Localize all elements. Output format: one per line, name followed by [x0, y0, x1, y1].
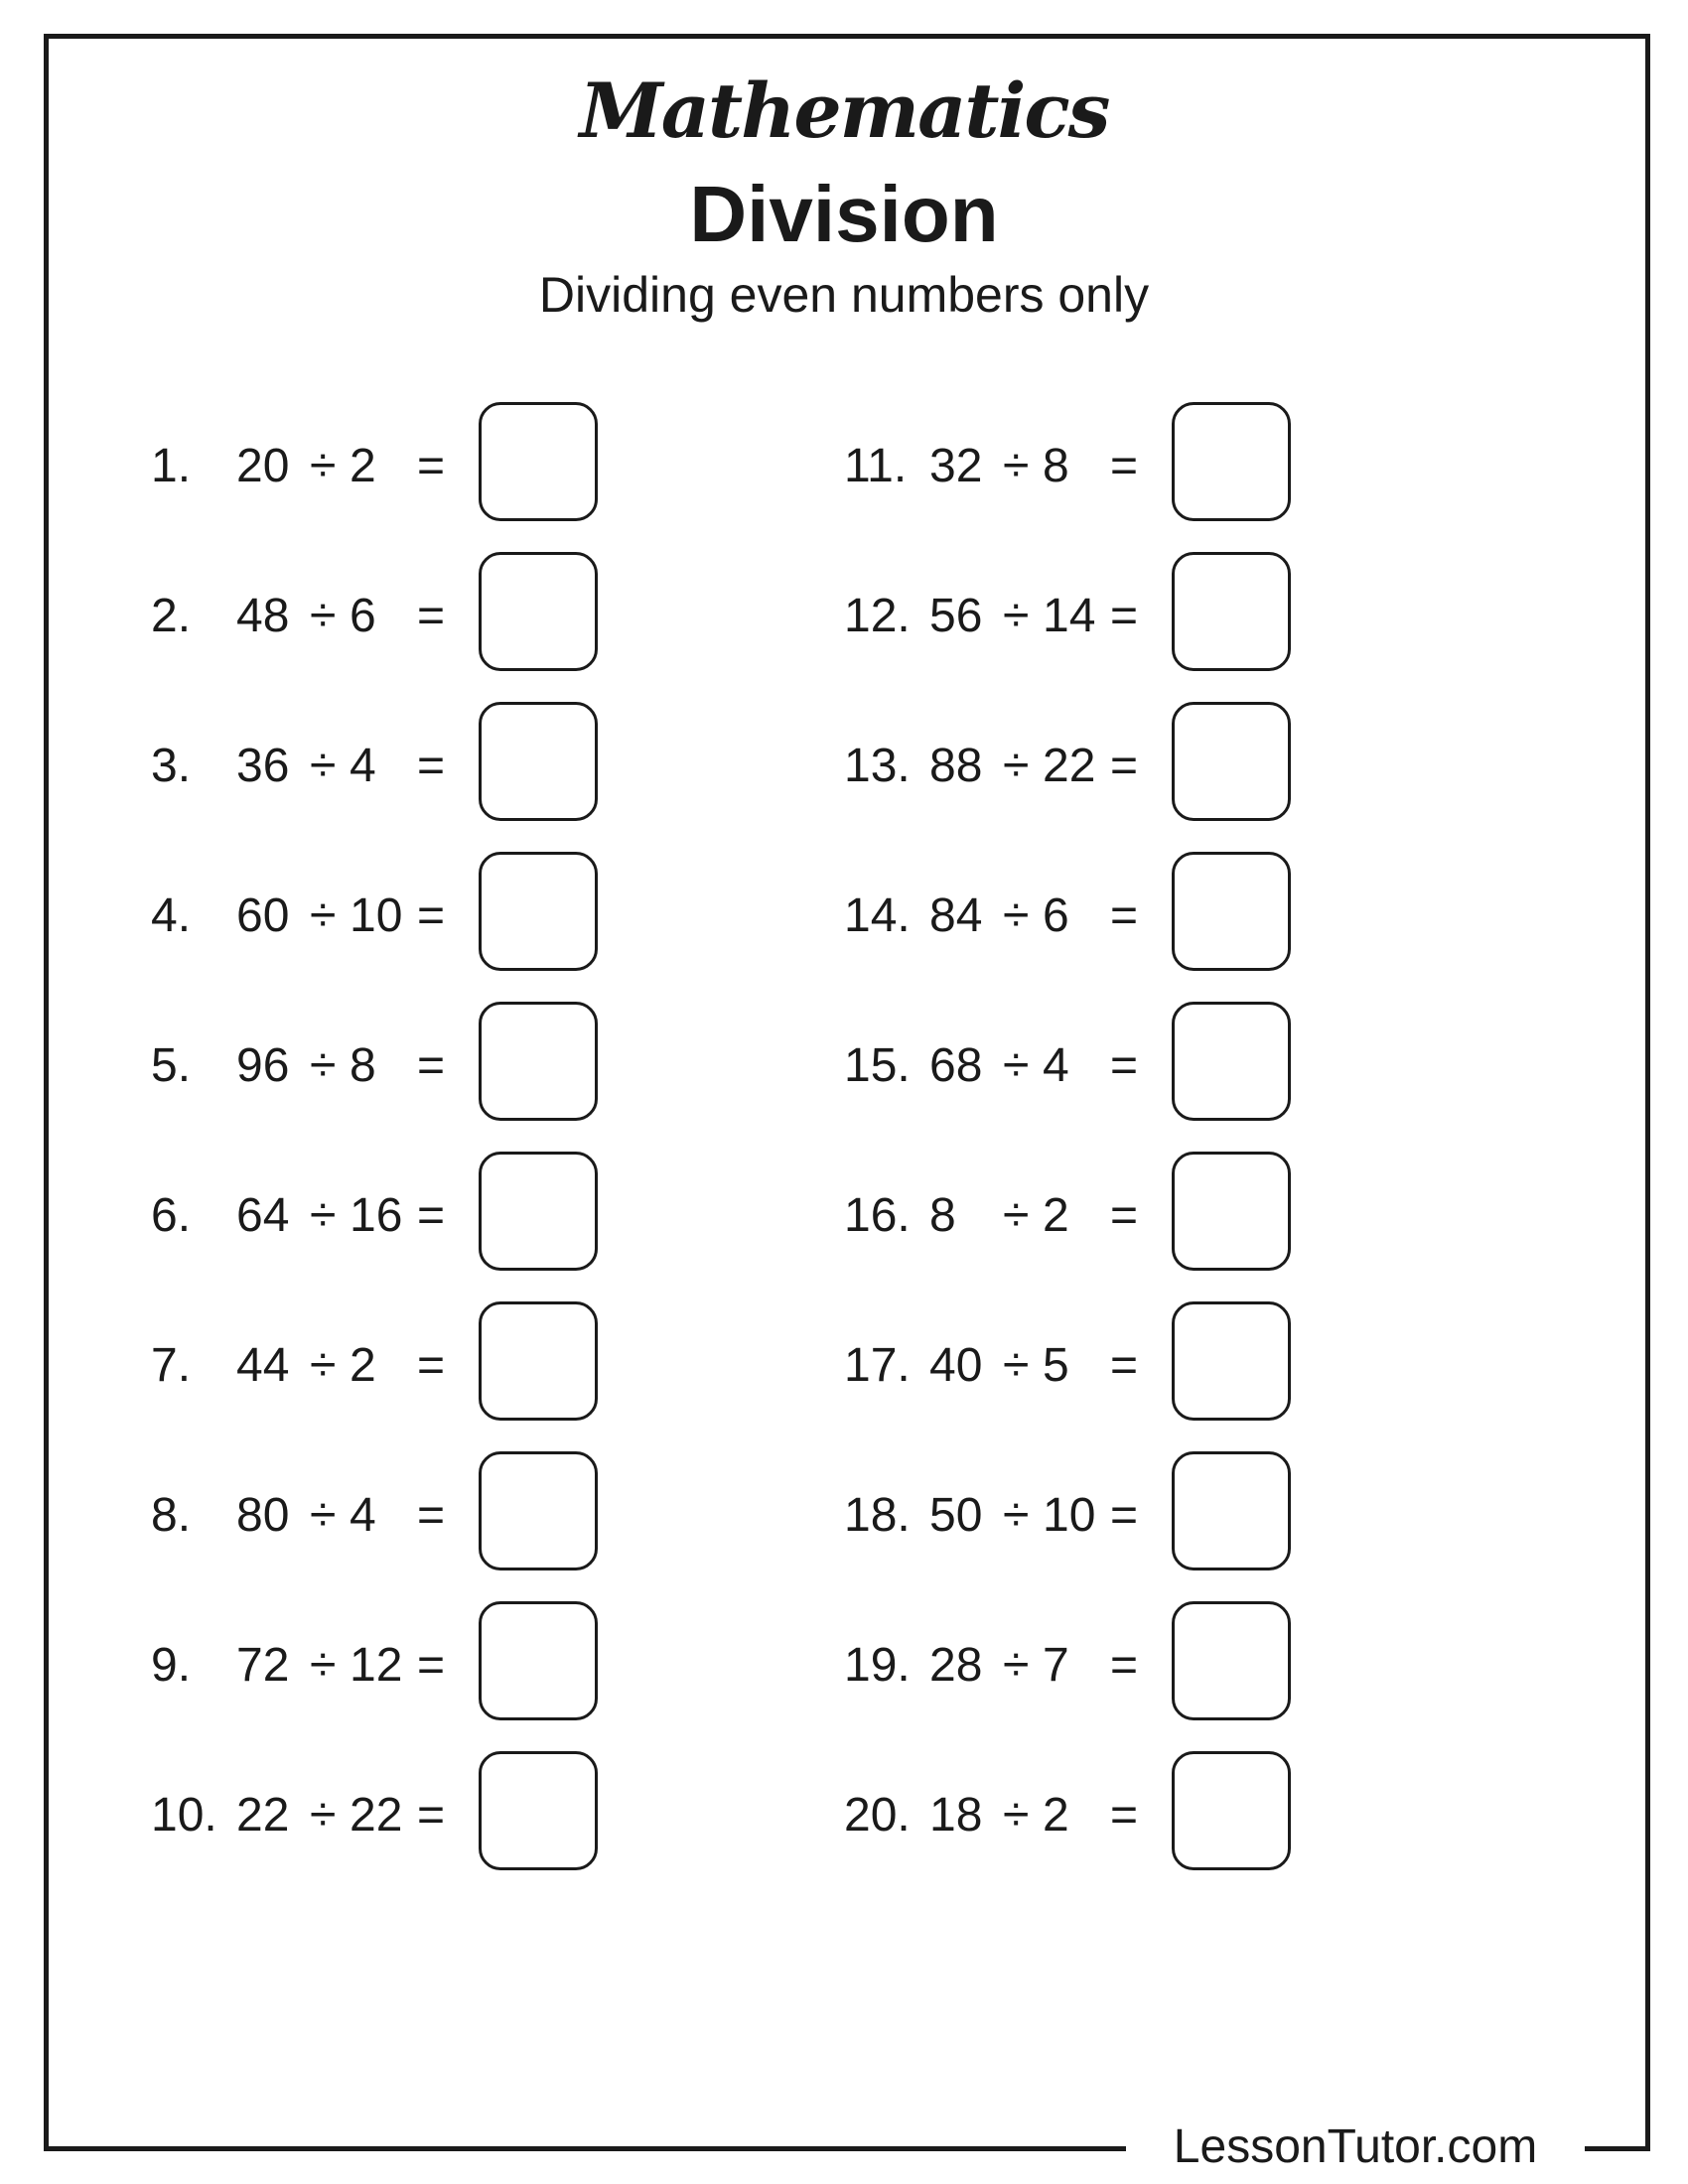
problem-item: [151, 1002, 767, 1127]
answer-box[interactable]: [1172, 852, 1291, 971]
problem-item: [844, 1301, 1460, 1427]
equals-sign: =: [1110, 1039, 1139, 1092]
division-sign: ÷: [310, 889, 337, 942]
division-sign: ÷: [310, 1789, 337, 1842]
problem-item: [844, 852, 1460, 977]
problem-divisor: 2: [350, 1339, 376, 1392]
answer-box[interactable]: [479, 1751, 598, 1870]
problem-dividend: 80: [236, 1489, 290, 1542]
answer-box[interactable]: [1172, 1601, 1291, 1720]
division-sign: ÷: [1003, 1639, 1030, 1692]
problem-dividend: 20: [236, 440, 290, 492]
problem-number: 18.: [844, 1489, 911, 1542]
problem-divisor: 22: [350, 1789, 403, 1842]
equals-sign: =: [1110, 1639, 1139, 1692]
problem-divisor: 5: [1043, 1339, 1069, 1392]
problem-divisor: 2: [350, 440, 376, 492]
division-sign: ÷: [310, 1189, 337, 1242]
problem-item: [151, 1451, 767, 1576]
problem-number: 14.: [844, 889, 911, 942]
equals-sign: =: [417, 440, 446, 492]
page-border-top: [44, 34, 1650, 39]
problem-number: 8.: [151, 1489, 192, 1542]
answer-box[interactable]: [479, 1601, 598, 1720]
answer-box[interactable]: [1172, 402, 1291, 521]
division-sign: ÷: [310, 1039, 337, 1092]
division-sign: ÷: [1003, 590, 1030, 642]
equals-sign: =: [417, 1189, 446, 1242]
problem-dividend: 88: [929, 740, 983, 792]
problem-item: [844, 702, 1460, 827]
problem-number: 4.: [151, 889, 192, 942]
page-border-left: [44, 34, 49, 2151]
division-sign: ÷: [1003, 740, 1030, 792]
answer-box[interactable]: [479, 852, 598, 971]
answer-box[interactable]: [479, 1301, 598, 1421]
equals-sign: =: [417, 889, 446, 942]
problem-number: 3.: [151, 740, 192, 792]
problem-divisor: 4: [1043, 1039, 1069, 1092]
subject-heading: Mathematics: [579, 67, 1109, 155]
equals-sign: =: [417, 1339, 446, 1392]
answer-box[interactable]: [479, 1002, 598, 1121]
problem-dividend: 8: [929, 1189, 956, 1242]
footer-site-name: LessonTutor.com: [1173, 2120, 1538, 2173]
problem-item: [844, 552, 1460, 677]
equals-sign: =: [1110, 1339, 1139, 1392]
problem-divisor: 16: [350, 1189, 403, 1242]
problem-dividend: 32: [929, 440, 983, 492]
equals-sign: =: [1110, 1189, 1139, 1242]
answer-box[interactable]: [1172, 1751, 1291, 1870]
division-sign: ÷: [1003, 1339, 1030, 1392]
problem-divisor: 14: [1043, 590, 1096, 642]
problem-number: 10.: [151, 1789, 217, 1842]
page-title: Division: [689, 170, 999, 258]
answer-box[interactable]: [1172, 1002, 1291, 1121]
problem-divisor: 6: [350, 590, 376, 642]
division-sign: ÷: [1003, 1039, 1030, 1092]
problem-item: [844, 1002, 1460, 1127]
problem-item: [151, 402, 767, 527]
problem-number: 15.: [844, 1039, 911, 1092]
problem-divisor: 8: [1043, 440, 1069, 492]
answer-box[interactable]: [1172, 552, 1291, 671]
division-sign: ÷: [310, 740, 337, 792]
problem-dividend: 84: [929, 889, 983, 942]
answer-box[interactable]: [479, 552, 598, 671]
problem-dividend: 18: [929, 1789, 983, 1842]
equals-sign: =: [417, 1639, 446, 1692]
problem-item: [844, 1751, 1460, 1876]
division-sign: ÷: [1003, 1789, 1030, 1842]
equals-sign: =: [417, 740, 446, 792]
problem-number: 2.: [151, 590, 192, 642]
equals-sign: =: [1110, 889, 1139, 942]
problem-dividend: 36: [236, 740, 290, 792]
problem-dividend: 96: [236, 1039, 290, 1092]
problem-divisor: 2: [1043, 1189, 1069, 1242]
answer-box[interactable]: [479, 402, 598, 521]
problem-item: [844, 1451, 1460, 1576]
page-subtitle: Dividing even numbers only: [538, 267, 1150, 323]
problem-item: [151, 552, 767, 677]
division-sign: ÷: [1003, 1189, 1030, 1242]
division-sign: ÷: [310, 1489, 337, 1542]
problem-number: 9.: [151, 1639, 192, 1692]
equals-sign: =: [1110, 590, 1139, 642]
problem-number: 5.: [151, 1039, 192, 1092]
problem-divisor: 4: [350, 1489, 376, 1542]
equals-sign: =: [1110, 1789, 1139, 1842]
problem-dividend: 64: [236, 1189, 290, 1242]
equals-sign: =: [417, 590, 446, 642]
problem-item: [844, 402, 1460, 527]
problem-item: [151, 1301, 767, 1427]
problem-item: [151, 1601, 767, 1726]
problem-dividend: 28: [929, 1639, 983, 1692]
answer-box[interactable]: [479, 1152, 598, 1271]
problem-number: 13.: [844, 740, 911, 792]
answer-box[interactable]: [1172, 1451, 1291, 1570]
problem-item: [844, 1601, 1460, 1726]
division-sign: ÷: [1003, 1489, 1030, 1542]
problem-dividend: 68: [929, 1039, 983, 1092]
problem-number: 17.: [844, 1339, 911, 1392]
problem-divisor: 10: [1043, 1489, 1096, 1542]
equals-sign: =: [417, 1789, 446, 1842]
problem-dividend: 22: [236, 1789, 290, 1842]
answer-box[interactable]: [1172, 702, 1291, 821]
answer-box[interactable]: [479, 1451, 598, 1570]
problem-item: [844, 1152, 1460, 1277]
page-border-right: [1645, 34, 1650, 2151]
problem-number: 12.: [844, 590, 911, 642]
problem-divisor: 6: [1043, 889, 1069, 942]
equals-sign: =: [1110, 740, 1139, 792]
page-border-bottom-right: [1585, 2146, 1650, 2151]
equals-sign: =: [1110, 1489, 1139, 1542]
problem-dividend: 56: [929, 590, 983, 642]
division-sign: ÷: [1003, 889, 1030, 942]
problem-dividend: 72: [236, 1639, 290, 1692]
problem-number: 16.: [844, 1189, 911, 1242]
problem-item: [151, 852, 767, 977]
equals-sign: =: [1110, 440, 1139, 492]
problem-number: 20.: [844, 1789, 911, 1842]
division-sign: ÷: [310, 1639, 337, 1692]
division-sign: ÷: [1003, 440, 1030, 492]
problem-number: 6.: [151, 1189, 192, 1242]
problem-divisor: 2: [1043, 1789, 1069, 1842]
answer-box[interactable]: [479, 702, 598, 821]
problem-item: [151, 1751, 767, 1876]
problem-number: 1.: [151, 440, 192, 492]
problem-dividend: 40: [929, 1339, 983, 1392]
problem-divisor: 7: [1043, 1639, 1069, 1692]
problem-divisor: 22: [1043, 740, 1096, 792]
problem-dividend: 60: [236, 889, 290, 942]
problem-number: 19.: [844, 1639, 911, 1692]
problem-dividend: 44: [236, 1339, 290, 1392]
problem-divisor: 8: [350, 1039, 376, 1092]
problem-divisor: 12: [350, 1639, 403, 1692]
problem-number: 11.: [844, 440, 908, 492]
division-sign: ÷: [310, 1339, 337, 1392]
division-sign: ÷: [310, 440, 337, 492]
problem-dividend: 50: [929, 1489, 983, 1542]
equals-sign: =: [417, 1489, 446, 1542]
problem-divisor: 4: [350, 740, 376, 792]
problem-item: [151, 1152, 767, 1277]
answer-box[interactable]: [1172, 1152, 1291, 1271]
equals-sign: =: [417, 1039, 446, 1092]
problem-number: 7.: [151, 1339, 192, 1392]
answer-box[interactable]: [1172, 1301, 1291, 1421]
division-sign: ÷: [310, 590, 337, 642]
problem-item: [151, 702, 767, 827]
page-border-bottom-left: [44, 2146, 1126, 2151]
problem-dividend: 48: [236, 590, 290, 642]
problem-divisor: 10: [350, 889, 403, 942]
